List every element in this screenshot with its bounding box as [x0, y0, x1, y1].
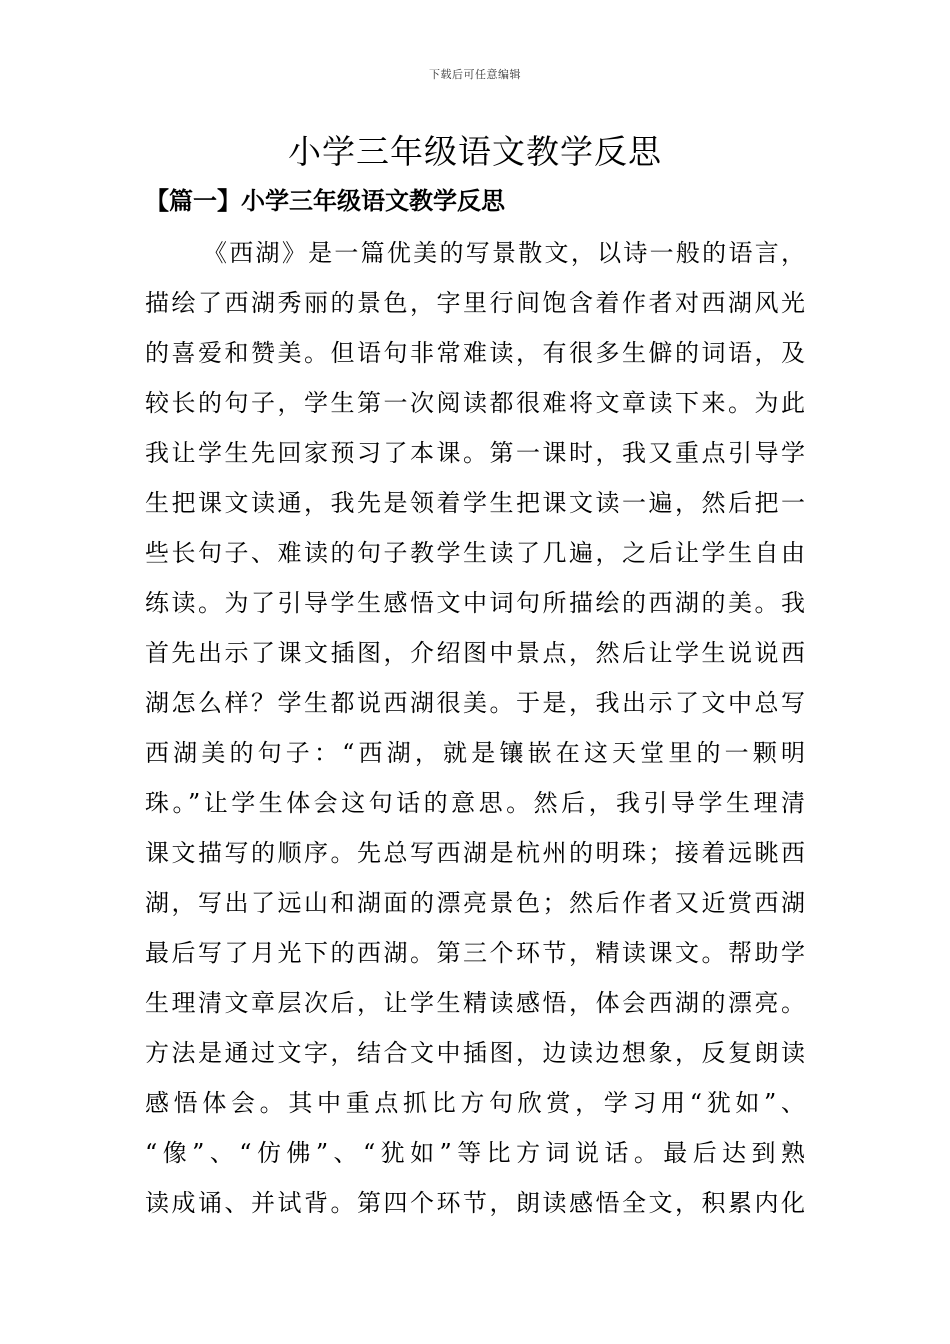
paragraph-line: 生把课文读通，我先是领着学生把课文读一遍，然后把一 [145, 489, 805, 517]
paragraph-line: 描绘了西湖秀丽的景色，字里行间饱含着作者对西湖风光 [145, 289, 805, 317]
paragraph-line: 首先出示了课文插图，介绍图中景点，然后让学生说说西 [145, 639, 805, 667]
header-note: 下载后可任意编辑 [429, 68, 521, 81]
paragraph-line: 的喜爱和赞美。但语句非常难读，有很多生僻的词语，及 [145, 339, 805, 367]
paragraph-line: 《西湖》是一篇优美的写景散文，以诗一般的语言， [203, 239, 805, 267]
paragraph-line: 方法是通过文字，结合文中插图，边读边想象，反复朗读 [145, 1039, 805, 1067]
document-title: 小学三年级语文教学反思 [288, 132, 662, 171]
body-paragraph [145, 228, 805, 1228]
paragraph-line: 西湖美的句子：“西湖，就是镶嵌在这天堂里的一颗明 [145, 739, 805, 767]
paragraph-line: 湖怎么样？学生都说西湖很美。于是，我出示了文中总写 [145, 689, 805, 717]
paragraph-line: 练读。为了引导学生感悟文中词句所描绘的西湖的美。我 [145, 589, 805, 617]
paragraph-line: 我让学生先回家预习了本课。第一课时，我又重点引导学 [145, 439, 805, 467]
paragraph-line: 感悟体会。其中重点抓比方句欣赏，学习用“犹如”、 [145, 1089, 805, 1117]
section-heading: 【篇一】小学三年级语文教学反思 [145, 186, 505, 215]
paragraph-line: 珠。”让学生体会这句话的意思。然后，我引导学生理清 [145, 789, 805, 817]
paragraph-line: 些长句子、难读的句子教学生读了几遍，之后让学生自由 [145, 539, 805, 567]
paragraph-line: 读成诵、并试背。第四个环节，朗读感悟全文，积累内化 [145, 1189, 805, 1217]
paragraph-line: 生理清文章层次后，让学生精读感悟，体会西湖的漂亮。 [145, 989, 805, 1017]
paragraph-line: 课文描写的顺序。先总写西湖是杭州的明珠；接着远眺西 [145, 839, 805, 867]
paragraph-line: 较长的句子，学生第一次阅读都很难将文章读下来。为此 [145, 389, 805, 417]
paragraph-line: 湖，写出了远山和湖面的漂亮景色；然后作者又近赏西湖 [145, 889, 805, 917]
paragraph-line: “像”、“仿佛”、“犹如”等比方词说话。最后达到熟 [145, 1139, 805, 1167]
paragraph-line: 最后写了月光下的西湖。第三个环节，精读课文。帮助学 [145, 939, 805, 967]
